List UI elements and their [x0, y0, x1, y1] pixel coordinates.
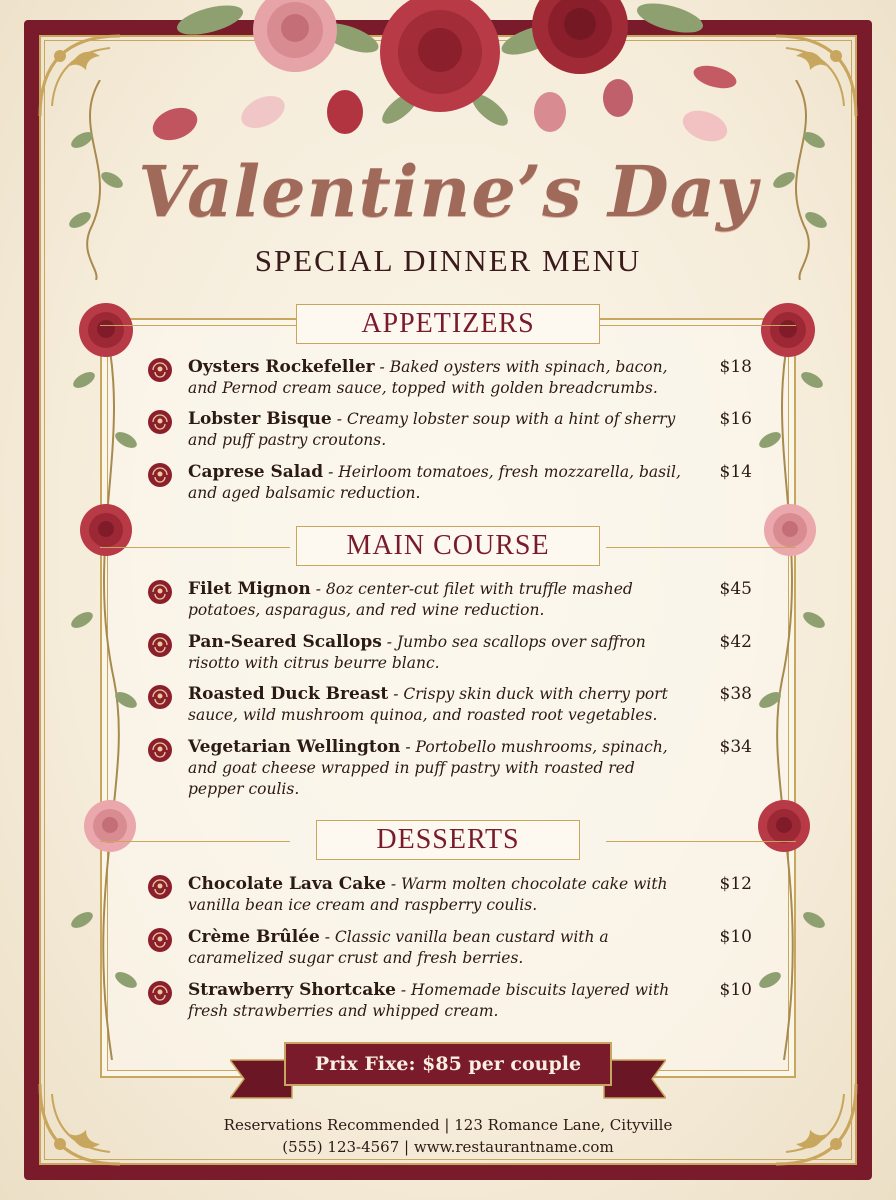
item-price: $38 [719, 684, 752, 704]
item-description: - Classic vanilla bean custard with a caramelized sugar crust and fresh berries. [188, 928, 609, 967]
item-price: $18 [719, 357, 752, 377]
item-name: Pan-Seared Scallops [188, 632, 382, 652]
item-name: Vegetarian Wellington [188, 737, 401, 757]
rose-icon [146, 737, 174, 763]
footer-line-1: Reservations Recommended | 123 Romance Lane, Cityville [223, 1116, 673, 1134]
item-name: Caprese Salad [188, 462, 324, 482]
item-description: - 8oz center-cut filet with truffle mashed potatoes, asparagus, and red wine reduction. [188, 580, 633, 619]
rose-icon [146, 357, 174, 383]
section-title: APPETIZERS [361, 308, 535, 339]
item-name: Strawberry Shortcake [188, 980, 396, 1000]
item-price: $34 [719, 737, 752, 757]
section-header-main-course [100, 526, 796, 570]
item-description: - Baked oysters with spinach, bacon, and Pernod cream sauce, topped with golden breadcrumbs. [188, 358, 668, 397]
rose-petal [680, 106, 730, 146]
rose-petal [238, 92, 288, 132]
item-description: - Portobello mushrooms, spinach, and goat cheese wrapped in puff pastry with roasted red pepper coulis. [188, 738, 668, 798]
rose-icon [146, 874, 174, 900]
menu-title: Valentine’s Day [138, 150, 758, 233]
prix-fixe-banner [284, 1042, 612, 1086]
item-price: $12 [719, 874, 752, 894]
section-header-desserts [100, 820, 796, 864]
item-price: $10 [719, 980, 752, 1000]
item-price: $42 [719, 632, 752, 652]
rose-petal [150, 104, 200, 144]
item-price: $45 [719, 579, 752, 599]
rose-icon [146, 684, 174, 710]
rose-icon [146, 462, 174, 488]
item-description: - Creamy lobster soup with a hint of sherry and puff pastry croutons. [188, 410, 676, 449]
item-description: - Crispy skin duck with cherry port sauce, wild mushroom quinoa, and roasted root vegetables. [188, 685, 668, 724]
item-name: Oysters Rockefeller [188, 357, 375, 377]
prix-fixe-ribbon [230, 1038, 666, 1102]
footer-line-2: (555) 123-4567 | www.restaurantname.com [282, 1138, 614, 1156]
rose-icon [146, 632, 174, 658]
rose-vine [64, 320, 144, 1060]
rose-petal [690, 62, 740, 92]
item-description: - Homemade biscuits layered with fresh strawberries and whipped cream. [188, 981, 670, 1020]
rose-icon [146, 927, 174, 953]
section-title: DESSERTS [376, 824, 520, 855]
item-price: $10 [719, 927, 752, 947]
menu-subtitle: SPECIAL DINNER MENU [254, 243, 642, 278]
item-price: $14 [719, 462, 752, 482]
section-header-appetizers [100, 304, 796, 348]
item-price: $16 [719, 409, 752, 429]
item-description: - Jumbo sea scallops over saffron risotto with citrus beurre blanc. [188, 633, 646, 672]
rose-icon [146, 409, 174, 435]
rose-vine [752, 320, 832, 1060]
item-description: - Warm molten chocolate cake with vanilla bean ice cream and raspberry coulis. [188, 875, 668, 914]
section-title: MAIN COURSE [346, 530, 550, 561]
item-name: Roasted Duck Breast [188, 684, 389, 704]
item-name: Filet Mignon [188, 579, 311, 599]
rose-icon [146, 579, 174, 605]
rose-icon [146, 980, 174, 1006]
item-name: Lobster Bisque [188, 409, 332, 429]
prix-fixe-text: Prix Fixe: $85 per couple [314, 1053, 582, 1075]
item-name: Crème Brûlée [188, 927, 320, 947]
item-description: - Heirloom tomatoes, fresh mozzarella, basil, and aged balsamic reduction. [188, 463, 681, 502]
item-name: Chocolate Lava Cake [188, 874, 386, 894]
